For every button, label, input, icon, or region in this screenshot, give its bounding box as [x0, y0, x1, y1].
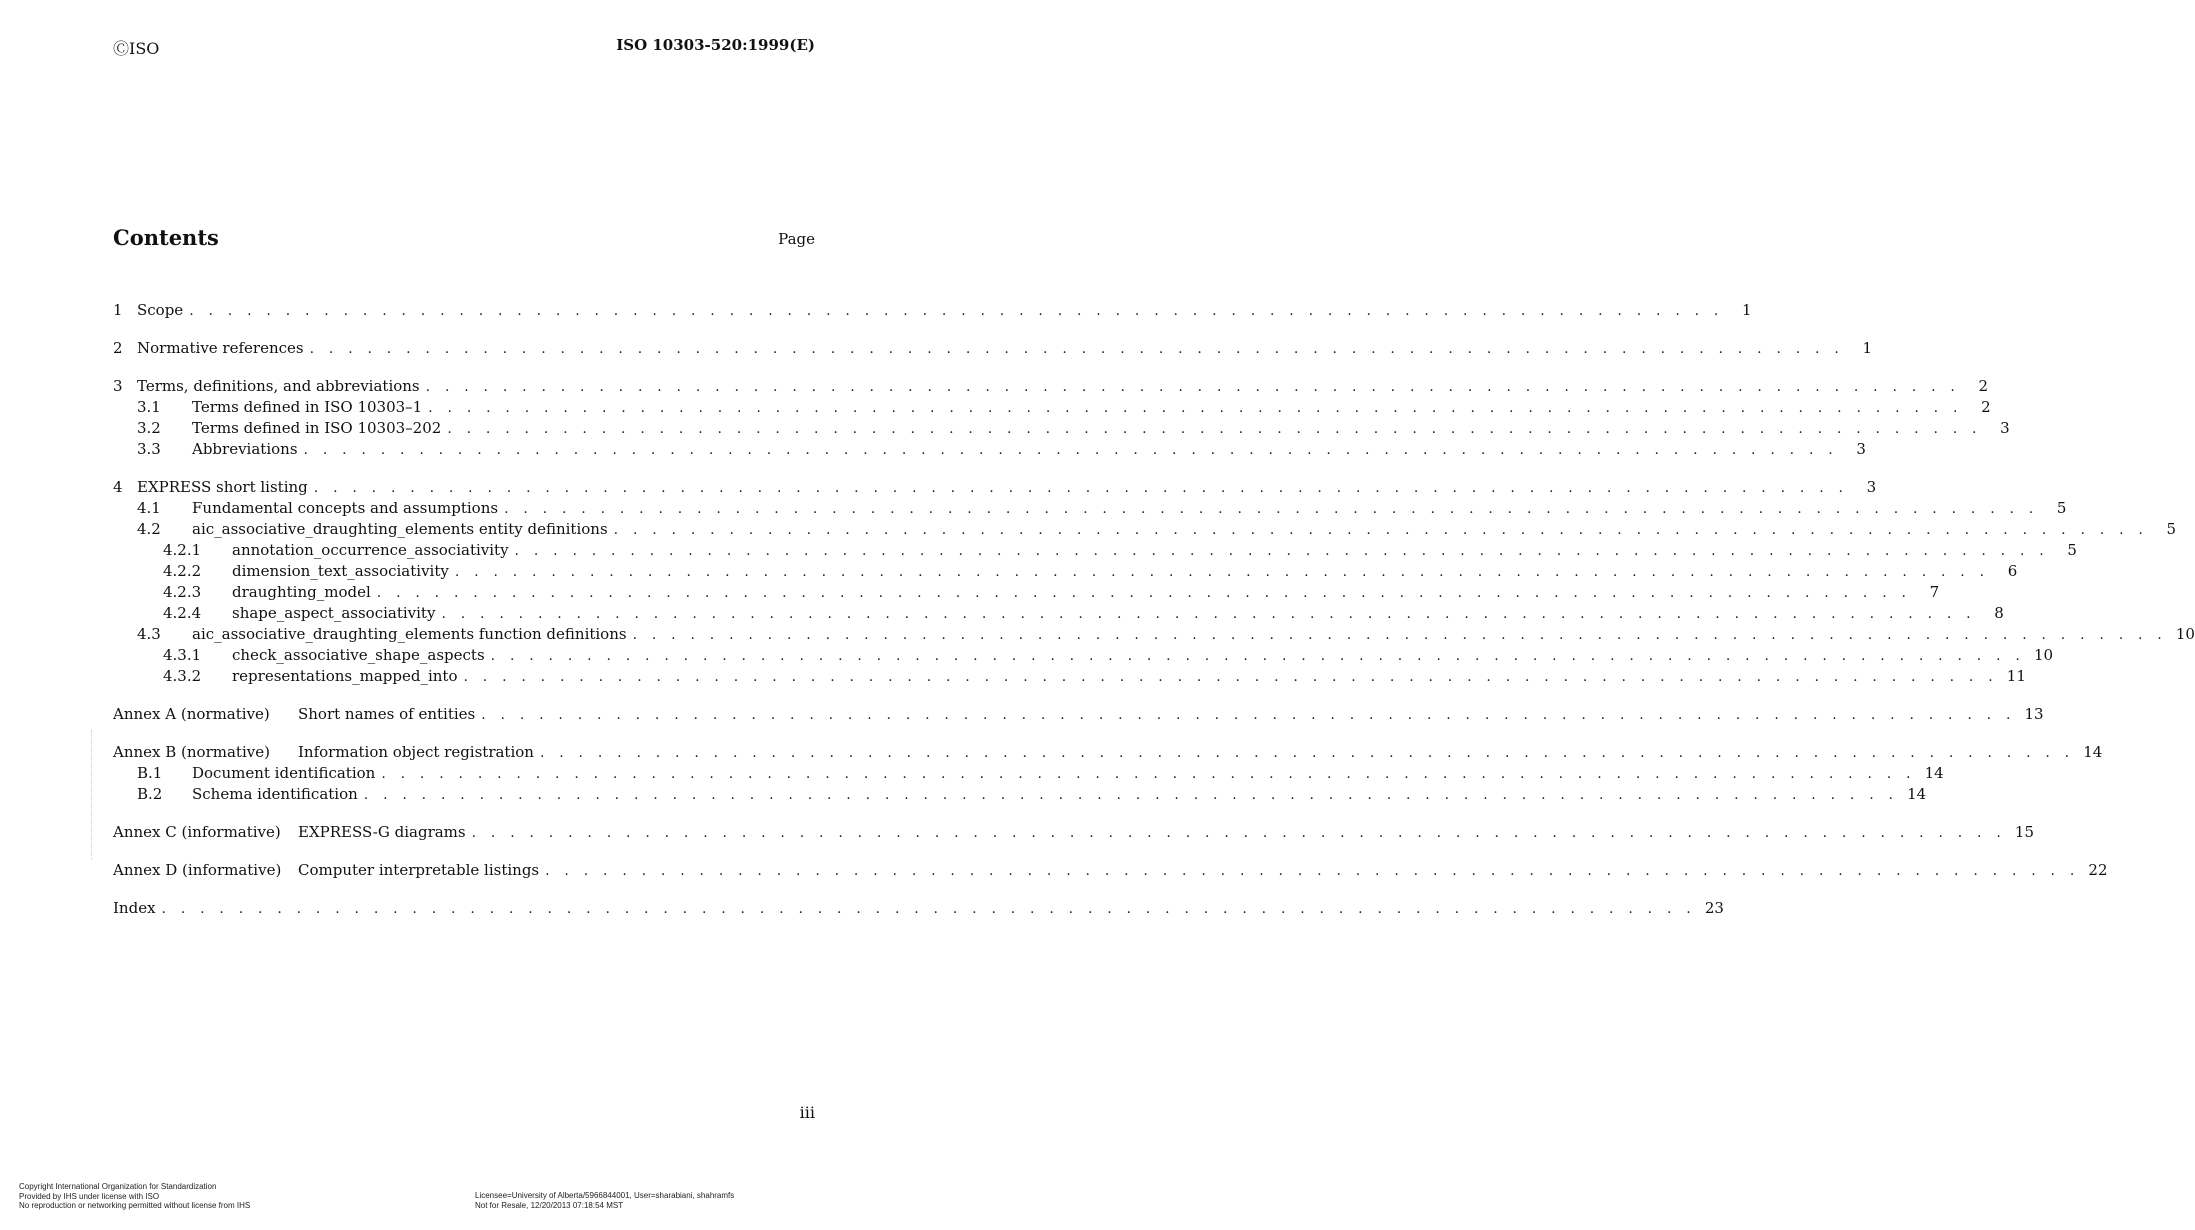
- toc-entry-number: 4.2.1: [163, 541, 202, 559]
- toc-entry-page: 13: [2024, 705, 2044, 723]
- page-number: iii: [799, 1103, 815, 1122]
- toc-entry-page: 5: [2166, 520, 2177, 538]
- footer-left: [19, 1182, 250, 1211]
- toc-entry-number: 4.2.2: [163, 562, 202, 580]
- toc-entry-label: Information object registration: [298, 743, 534, 761]
- toc-entry[interactable]: [113, 301, 1752, 321]
- toc-leader-dots: . . . . . . . . . . . . . . . . . . . . . . . . . . . . . . . . . . . . . . . . . . . . . . . . . . . . . . . . . . . . . . . . . . . . . . . . . . . . . . . .: [463, 669, 1998, 685]
- footer-left-line: No reproduction or networking permitted without license from IHS: [19, 1201, 251, 1210]
- toc-entry-number: 3.2: [137, 419, 161, 437]
- toc-entry-label: Scope: [137, 301, 184, 319]
- toc-entry[interactable]: [113, 705, 2044, 725]
- toc-entry[interactable]: [113, 667, 2026, 687]
- toc-entry[interactable]: [113, 541, 2077, 561]
- toc-entry-page: 10: [2175, 625, 2195, 643]
- toc-leader-dots: . . . . . . . . . . . . . . . . . . . . . . . . . . . . . . . . . . . . . . . . . . . . . . . . . . . . . . . . . . . . . . . . . . . . . . . . . . . . . . . .: [303, 442, 1838, 458]
- toc-leader-dots: . . . . . . . . . . . . . . . . . . . . . . . . . . . . . . . . . . . . . . . . . . . . . . . . . . . . . . . . . . . . . . . . . . . . . . . . . . . . . . . .: [161, 901, 1696, 917]
- toc-entry-label: aic_associative_draughting_elements function definitions: [192, 625, 627, 643]
- toc-entry-label: Abbreviations: [192, 440, 298, 458]
- toc-leader-dots: . . . . . . . . . . . . . . . . . . . . . . . . . . . . . . . . . . . . . . . . . . . . . . . . . . . . . . . . . . . . . . . . . . . . . . . . . . . . . . . .: [471, 825, 2006, 841]
- toc-entry-page: 1: [1742, 301, 1752, 319]
- toc-entry[interactable]: [113, 764, 1944, 784]
- toc-leader-dots: . . . . . . . . . . . . . . . . . . . . . . . . . . . . . . . . . . . . . . . . . . . . . . . . . . . . . . . . . . . . . . . . . . . . . . . . . . . . . . . .: [381, 766, 1916, 782]
- toc-entry[interactable]: [113, 604, 2004, 624]
- toc-leader-dots: . . . . . . . . . . . . . . . . . . . . . . . . . . . . . . . . . . . . . . . . . . . . . . . . . . . . . . . . . . . . . . . . . . . . . . . . . . . . . . . .: [363, 787, 1899, 803]
- toc-leader-dots: . . . . . . . . . . . . . . . . . . . . . . . . . . . . . . . . . . . . . . . . . . . . . . . . . . . . . . . . . . . . . . . . . . . . . . . . . . . . . . . .: [376, 585, 1912, 601]
- toc-entry-number: 4.2: [137, 520, 161, 538]
- toc-entry-label: draughting_model: [232, 583, 371, 601]
- toc-entry-label: Short names of entities: [298, 705, 476, 723]
- toc-leader-dots: . . . . . . . . . . . . . . . . . . . . . . . . . . . . . . . . . . . . . . . . . . . . . . . . . . . . . . . . . . . . . . . . . . . . . . . . . . . . . . . .: [613, 522, 2149, 538]
- toc-leader-dots: . . . . . . . . . . . . . . . . . . . . . . . . . . . . . . . . . . . . . . . . . . . . . . . . . . . . . . . . . . . . . . . . . . . . . . . . . . . . . . . .: [454, 564, 1990, 580]
- toc-entry-label: dimension_text_associativity: [232, 562, 449, 580]
- toc-entry-number: B.1: [137, 764, 163, 782]
- toc-leader-dots: . . . . . . . . . . . . . . . . . . . . . . . . . . . . . . . . . . . . . . . . . . . . . . . . . . . . . . . . . . . . . . . . . . . . . . . . . . . . . . . .: [447, 421, 1982, 437]
- toc-entry-label: Computer interpretable listings: [298, 861, 540, 879]
- toc-entry-page: 2: [1978, 377, 1989, 395]
- toc-entry[interactable]: [113, 899, 1724, 919]
- toc-entry-label: Fundamental concepts and assumptions: [192, 499, 499, 517]
- toc-leader-dots: . . . . . . . . . . . . . . . . . . . . . . . . . . . . . . . . . . . . . . . . . . . . . . . . . . . . . . . . . . . . . . . . . . . . . . . . . . . . . . . .: [539, 745, 2075, 761]
- toc-entry-label: Document identification: [192, 764, 376, 782]
- page-title: Contents: [113, 225, 219, 250]
- toc-leader-dots: . . . . . . . . . . . . . . . . . . . . . . . . . . . . . . . . . . . . . . . . . . . . . . . . . . . . . . . . . . . . . . . . . . . . . . . . . . . . . . . .: [632, 627, 2167, 643]
- toc-entry-label: Terms defined in ISO 10303–1: [192, 398, 423, 416]
- toc-entry-label: Schema identification: [192, 785, 358, 803]
- toc-entry-label: Index: [113, 899, 156, 917]
- toc-entry[interactable]: [113, 440, 1866, 460]
- toc-leader-dots: . . . . . . . . . . . . . . . . . . . . . . . . . . . . . . . . . . . . . . . . . . . . . . . . . . . . . . . . . . . . . . . . . . . . . . . . . . . . . . . .: [545, 863, 2080, 879]
- toc-entry[interactable]: [113, 743, 2103, 763]
- toc-entry-number: Annex B (normative): [113, 743, 270, 761]
- toc-entry-label: aic_associative_draughting_elements entity definitions: [192, 520, 608, 538]
- toc-entry-page: 23: [1704, 899, 1724, 917]
- footer-left-line: Copyright International Organization for Standardization: [19, 1182, 217, 1191]
- toc-entry-label: EXPRESS-G diagrams: [298, 823, 466, 841]
- toc-entry-number: 4.1: [137, 499, 161, 517]
- toc-entry[interactable]: [113, 562, 2018, 582]
- toc-entry-number: 4.2.3: [163, 583, 202, 601]
- toc-entry-page: 3: [1866, 478, 1877, 496]
- toc-leader-dots: . . . . . . . . . . . . . . . . . . . . . . . . . . . . . . . . . . . . . . . . . . . . . . . . . . . . . . . . . . . . . . . . . . . . . . . . . . . . . . . .: [490, 648, 2026, 664]
- toc-entry-page: 5: [2067, 541, 2077, 559]
- toc-leader-dots: . . . . . . . . . . . . . . . . . . . . . . . . . . . . . . . . . . . . . . . . . . . . . . . . . . . . . . . . . . . . . . . . . . . . . . . . . . . . . . . .: [189, 303, 1724, 319]
- toc-entry-page: 14: [2083, 743, 2103, 761]
- toc-entry[interactable]: [113, 377, 1989, 397]
- toc-entry-page: 6: [2007, 562, 2018, 580]
- toc-entry[interactable]: [113, 625, 2195, 645]
- toc-leader-dots: . . . . . . . . . . . . . . . . . . . . . . . . . . . . . . . . . . . . . . . . . . . . . . . . . . . . . . . . . . . . . . . . . . . . . . . . . . . . . . . .: [309, 341, 1844, 357]
- toc-entry-label: check_associative_shape_aspects: [232, 646, 485, 664]
- toc-entry[interactable]: [113, 419, 2010, 439]
- toc-entry-number: Annex A (normative): [113, 705, 270, 723]
- toc-entry-number: Annex C (informative): [113, 823, 281, 841]
- toc-entry[interactable]: [113, 785, 1927, 805]
- toc-entry-number: 4: [113, 478, 123, 496]
- footer-right-line: Not for Resale, 12/20/2013 07:18:54 MST: [475, 1200, 624, 1210]
- toc-entry[interactable]: [113, 499, 2067, 519]
- header-copyright: ⒸISO: [113, 39, 160, 58]
- toc-entry-label: Terms, definitions, and abbreviations: [137, 377, 420, 395]
- toc-entry-page: 8: [1994, 604, 2004, 622]
- toc-entry[interactable]: [113, 398, 1991, 418]
- toc-entry-label: Terms defined in ISO 10303–202: [192, 419, 442, 437]
- toc-entry-page: 10: [2033, 646, 2054, 664]
- toc-entry[interactable]: [113, 583, 1940, 603]
- toc-entry-label: annotation_occurrence_associativity: [232, 541, 509, 559]
- toc-entry-page: 22: [2088, 861, 2108, 879]
- header-standard-id: ISO 10303-520:1999(E): [616, 36, 815, 54]
- toc-entry-number: 1: [113, 301, 123, 319]
- margin-mark: [91, 730, 92, 860]
- toc-entry-number: 2: [113, 339, 123, 357]
- toc-entry-number: 4.3: [137, 625, 161, 643]
- toc-leader-dots: . . . . . . . . . . . . . . . . . . . . . . . . . . . . . . . . . . . . . . . . . . . . . . . . . . . . . . . . . . . . . . . . . . . . . . . . . . . . . . . .: [481, 707, 2016, 723]
- toc-entry-page: 3: [1856, 440, 1866, 458]
- toc-entry-number: 3.1: [137, 398, 161, 416]
- toc-entry[interactable]: [113, 646, 2054, 666]
- toc-entry-label: EXPRESS short listing: [137, 478, 308, 496]
- toc-entry-label: Normative references: [137, 339, 304, 357]
- toc-entry[interactable]: [113, 861, 2108, 881]
- toc-entry-number: 3.3: [137, 440, 161, 458]
- toc-entry-number: Annex D (informative): [113, 861, 282, 879]
- toc-entry-label: shape_aspect_associativity: [232, 604, 436, 622]
- toc-entry-number: 3: [113, 377, 123, 395]
- toc-entry[interactable]: [113, 520, 2177, 540]
- toc-leader-dots: . . . . . . . . . . . . . . . . . . . . . . . . . . . . . . . . . . . . . . . . . . . . . . . . . . . . . . . . . . . . . . . . . . . . . . . . . . . . . . . .: [428, 400, 1963, 416]
- toc-entry-label: representations_mapped_into: [232, 667, 458, 685]
- toc-leader-dots: . . . . . . . . . . . . . . . . . . . . . . . . . . . . . . . . . . . . . . . . . . . . . . . . . . . . . . . . . . . . . . . . . . . . . . . . . . . . . . . .: [514, 543, 2049, 559]
- toc-entry-page: 5: [2056, 499, 2067, 517]
- toc-entry-page: 14: [1907, 785, 1927, 803]
- toc-entry[interactable]: [113, 823, 2034, 843]
- toc-entry[interactable]: [113, 478, 1877, 498]
- toc-entry-page: 7: [1929, 583, 1940, 601]
- toc-entry-page: 14: [1924, 764, 1944, 782]
- toc-entry-page: 3: [2000, 419, 2010, 437]
- toc-entry-number: 4.3.2: [163, 667, 202, 685]
- footer-left-line: Provided by IHS under license with ISO: [19, 1191, 160, 1201]
- toc-entry-number: 4.2.4: [163, 604, 202, 622]
- toc-entry-number: B.2: [137, 785, 163, 803]
- toc-entry-page: 1: [1862, 339, 1872, 357]
- footer-right: [475, 1191, 734, 1210]
- page-column-label: Page: [778, 230, 815, 248]
- toc-entry-number: 4.3.1: [163, 646, 202, 664]
- footer-right-line: Licensee=University of Alberta/5966844001, User=sharabiani, shahramfs: [475, 1191, 735, 1200]
- toc-entry[interactable]: [113, 339, 1872, 359]
- toc-entry-page: 2: [1981, 398, 1991, 416]
- toc-leader-dots: . . . . . . . . . . . . . . . . . . . . . . . . . . . . . . . . . . . . . . . . . . . . . . . . . . . . . . . . . . . . . . . . . . . . . . . . . . . . . . . .: [441, 606, 1976, 622]
- toc-leader-dots: . . . . . . . . . . . . . . . . . . . . . . . . . . . . . . . . . . . . . . . . . . . . . . . . . . . . . . . . . . . . . . . . . . . . . . . . . . . . . . . .: [425, 379, 1961, 395]
- toc-entry-page: 11: [2006, 667, 2026, 685]
- toc-entry-page: 15: [2014, 823, 2034, 841]
- toc-leader-dots: . . . . . . . . . . . . . . . . . . . . . . . . . . . . . . . . . . . . . . . . . . . . . . . . . . . . . . . . . . . . . . . . . . . . . . . . . . . . . . . .: [504, 501, 2039, 517]
- toc-leader-dots: . . . . . . . . . . . . . . . . . . . . . . . . . . . . . . . . . . . . . . . . . . . . . . . . . . . . . . . . . . . . . . . . . . . . . . . . . . . . . . . .: [313, 480, 1849, 496]
